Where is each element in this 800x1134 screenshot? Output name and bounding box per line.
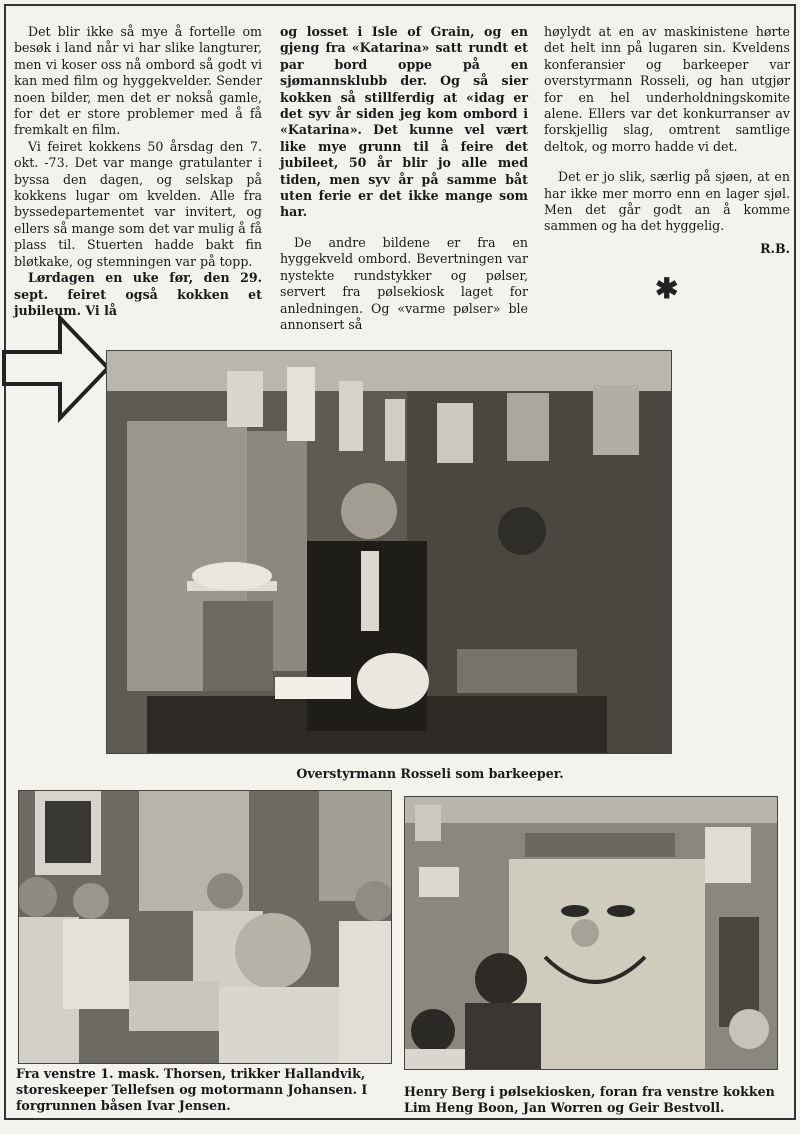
arrow-icon <box>2 314 112 424</box>
photo-barkeeper <box>106 350 672 754</box>
article-column-1 <box>14 24 262 319</box>
caption-barkeeper: Overstyrmann Rosseli som barkeeper. <box>296 766 564 781</box>
photo-group <box>18 790 392 1064</box>
caption-sausage-kiosk: Henry Berg i pølsekiosken, foran fra venstre kokken Lim Heng Boon, Jan Worren og Geir Bestvoll. <box>404 1084 775 1115</box>
col3-paragraph-2: Det er jo slik, særlig på sjøen, at en har ikke mer morro enn en lager sjøl. Men det går godt an å komme sammen og ha det hyggelig. <box>544 169 790 234</box>
col1-paragraph-1: Det blir ikke så mye å fortelle om besøk i land når vi har slike langturer, men vi koser oss nå ombord så godt vi kan med film og hyggekvelder. Sender noen bilder, men det er nokså gamle, for det er store problemer med å få fremkalt en film. <box>14 24 262 138</box>
signature: R.B. <box>760 240 790 256</box>
asterisk-ornament: ✱ <box>655 272 679 305</box>
photo-sausage-kiosk <box>404 796 778 1070</box>
col2-paragraph-1: og losset i Isle of Grain, og en gjeng fra «Katarina» satt rundt et par bord oppe på en sjømannsklubb der. Og så sier kokken så stillferdig at «idag er det syv år siden jeg kom ombord i «Katarina». Det kunne vel vært like mye grunn til å feire det jubileet, 50 år blir jo alle med tiden, men syv år på samme båt uten ferie er det ikke mange som har. <box>280 24 528 220</box>
caption-group: Fra venstre 1. mask. Thorsen, trikker Hallandvik, storeskeeper Tellefsen og motormann Johansen. I forgrunnen båsen Ivar Jensen. <box>16 1066 368 1113</box>
article-column-3 <box>544 24 790 257</box>
col3-paragraph-1: høylydt at en av maskinistene hørte det helt inn på lugaren sin. Kveldens konferansier og barkeeper var overstyrmann Rosseli, og han utgjør for en hel underholdningskomite alene. Ellers var det konkurranser av forskjellig slag, omtrent samtlige deltok, og morro hadde vi det. <box>544 24 790 154</box>
col2-paragraph-2: De andre bildene er fra en hyggekveld ombord. Bevertningen var nystekte rundstykker og pølser, servert fra pølsekiosk laget for anledningen. Og «varme pølser» ble annonsert så <box>280 234 528 332</box>
col1-paragraph-3: Lørdagen en uke før, den 29. sept. feiret også kokken et jubileum. Vi lå <box>14 270 262 318</box>
article-column-2 <box>280 24 528 333</box>
col1-paragraph-2: Vi feiret kokkens 50 årsdag den 7. okt. -73. Det var mange gratulanter i byssa den dagen, og selskap på kokkens lugar om kvelden. Alle fra byssedepartementet var invitert, og ellers så mange som det var mulig å få plass til. Stuerten hadde bakt fin bløtkake, og stemningen var på topp. <box>14 138 262 269</box>
